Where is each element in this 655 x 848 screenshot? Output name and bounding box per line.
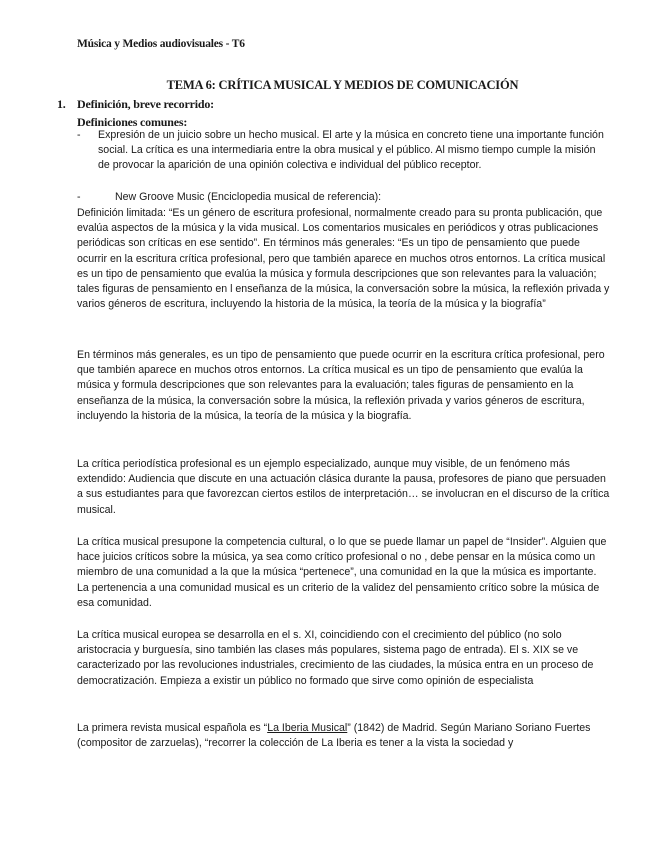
- section-heading: [57, 97, 214, 112]
- paragraph: La crítica periodística profesional es un ejemplo especializado, aunque muy visible, de un fenómeno más extendido: Audiencia que discute en una actuación clásica durante la pausa, profesores de piano que persuaden a sus estudiantes para que favorezcan ciertos estilos de interpretación… se involucran en el discurso de la crítica musical.: [77, 458, 610, 516]
- subheading: Definiciones comunes:: [77, 115, 188, 129]
- bullet-dash: -: [77, 191, 81, 203]
- paragraph: La crítica musical europea se desarrolla en el s. XI, coincidiendo con el crecimiento del público (no solo aristocracia y burguesía, sino también las clases más populares, sistema pago de entrada). El s. XIX se ve caracterizado por las revoluciones industriales, crecimiento de las ciudades, la música entra en un proceso de democratización. Empieza a existir un público no formado que sirve como opinión de especialista: [77, 629, 594, 687]
- magazine-title-link[interactable]: La Iberia Musical: [267, 722, 348, 734]
- paragraph: La crítica musical presupone la competencia cultural, o lo que se puede llamar un papel de “Insider”. Alguien que hace juicios críticos sobre la música, ya sea como crítico profesional o no , debe pensar en la música como un miembro de una comunidad a la que la música “pertenece”, una comunidad en la que la música es importante. La pertenencia a una comunidad musical es un criterio de la validez del pensamiento crítico sobre la música de esa comunidad.: [77, 536, 607, 609]
- running-header: Música y Medios audiovisuales - T6: [77, 38, 245, 50]
- section-number: 1.: [57, 97, 66, 111]
- paragraph-text: ” (1842) de Madrid. Según Mariano Soriano Fuertes (compositor de zarzuelas), “recorrer la colección de La Iberia es tener a la vista la sociedad y: [77, 722, 591, 750]
- page-title: TEMA 6: CRÍTICA MUSICAL Y MEDIOS DE COMUNICACIÓN: [166, 78, 519, 92]
- bullet-text: Expresión de un juicio sobre un hecho musical. El arte y la música en concreto tiene una importante función social. La crítica es una intermediaria entre la obra musical y el público. Al mismo tiempo cumple la misión de provocar la aparición de una opinión colectiva e individual del público receptor.: [98, 129, 604, 171]
- paragraph-text: La primera revista musical española es “: [77, 722, 268, 734]
- paragraph: [77, 721, 611, 751]
- section-label: Definición, breve recorrido:: [77, 97, 214, 111]
- paragraph: Definición limitada: “Es un género de escritura profesional, normalmente creado para su pronta publicación, que evalúa aspectos de la música y la vida musical. Los comentarios musicales en periódicos y otras publicaciones periódicas son críticas en ese sentido”. En términos más generales: “Es un tipo de pensamiento que puede ocurrir en la escritura crítica profesional, pero que también aparece en muchos otros entornos. La crítica musical es un tipo de pensamiento que evalúa la música y formula descripciones que son relevantes para la valuación; tales figuras de pensamiento en l enseñanza de la música, la conversación sobre la música, la reflexión privada y varios géneros de escritura, incluyendo la historia de la música, la teoría de la música y la biografía”: [77, 207, 610, 311]
- bullet-dash: -: [77, 129, 81, 141]
- paragraph: En términos más generales, es un tipo de pensamiento que puede ocurrir en la escritura crítica profesional, pero que también aparece en muchos otros entornos. La crítica musical es un tipo de pensamiento que evalúa la música y formula descripciones que son relevantes para la evaluación; tales figuras de pensamiento en la enseñanza de la música, la conversación sobre la música, la reflexión privada y varios géneros de escritura, incluyendo la historia de la música, la teoría de la música y la biografía.: [77, 349, 605, 422]
- bullet-text: New Groove Music (Enciclopedia musical de referencia):: [115, 191, 382, 203]
